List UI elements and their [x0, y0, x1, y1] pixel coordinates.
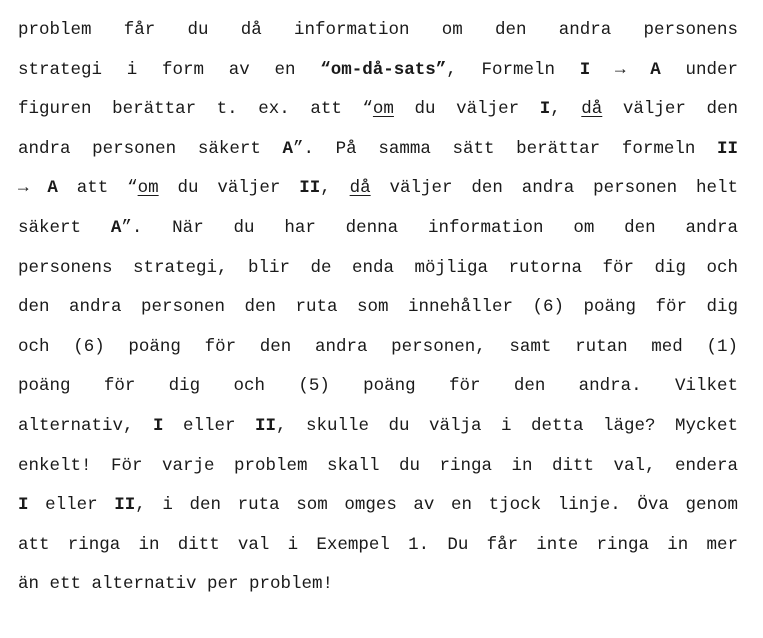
underlined-text: om: [372, 99, 394, 120]
text-line: [18, 573, 738, 595]
bold-text: A: [282, 138, 294, 159]
text-segment: att “: [57, 178, 138, 199]
text-line: [18, 455, 738, 477]
text-segment: alternativ,: [18, 416, 154, 436]
text-segment: enkelt! För varje problem skall du ringa in ditt val, endera: [18, 455, 738, 476]
bold-text: II: [255, 416, 277, 436]
text-segment: väljer den: [602, 99, 738, 120]
underlined-text: om: [137, 178, 159, 199]
bold-text: I: [539, 99, 551, 120]
bold-text: “om-då-sats”: [320, 59, 447, 80]
text-line: [18, 296, 738, 318]
text-segment: poäng för dig och (5) poäng för den andra. Vilket: [18, 376, 738, 397]
text-line: [18, 177, 738, 199]
underlined-text: då: [581, 99, 603, 120]
text-line: [18, 375, 738, 397]
text-segment: väljer den andra personen helt: [370, 178, 738, 199]
text-segment: ”. På samma sätt berättar formeln: [293, 138, 717, 159]
text-segment: personens strategi, blir de enda möjliga rutorna för dig och: [18, 257, 738, 278]
text-segment: än ett alternativ per problem!: [18, 574, 334, 595]
bold-text: I: [18, 495, 29, 516]
text-line: [18, 534, 738, 556]
underlined-text: då: [349, 178, 371, 199]
text-segment: ,: [320, 178, 350, 199]
bold-text: A: [47, 178, 58, 199]
text-line: [18, 415, 738, 437]
text-line: [18, 336, 738, 358]
text-segment: du väljer: [158, 178, 300, 199]
text-segment: , Formeln: [446, 59, 580, 80]
text-line: [18, 217, 738, 239]
text-segment: ,: [550, 99, 582, 120]
text-segment: strategi i form av en: [18, 59, 321, 80]
text-segment: och (6) poäng för den andra personen, samt rutan med (1): [18, 336, 738, 357]
text-segment: den andra personen den ruta som innehåller (6) poäng för dig: [18, 297, 738, 318]
bold-text: I: [153, 416, 164, 436]
text-segment: eller: [28, 495, 115, 516]
bold-text: II: [299, 178, 321, 199]
text-segment: du väljer: [393, 99, 540, 120]
text-segment: under: [660, 59, 738, 80]
text-line: [18, 98, 738, 120]
text-segment: figuren berättar t. ex. att “: [18, 99, 373, 120]
text-segment: , i den ruta som omges av en tjock linje. Öva genom: [135, 495, 739, 516]
text-line: [18, 19, 738, 41]
text-line: [18, 494, 738, 516]
text-segment: att ringa in ditt val i Exempel 1. Du får inte ringa in mer: [18, 534, 738, 555]
text-segment: , skulle du välja i detta läge? Mycket: [276, 416, 738, 436]
text-segment: →: [18, 178, 48, 199]
text-line: [18, 59, 738, 81]
text-segment: andra personen säkert: [18, 138, 283, 159]
text-segment: eller: [163, 416, 256, 436]
text-segment: problem får du då information om den andra personens: [18, 20, 738, 40]
text-segment: säkert: [18, 218, 111, 238]
text-line: [18, 257, 738, 279]
text-line: [18, 138, 738, 160]
bold-text: II: [716, 138, 738, 159]
bold-text: II: [114, 495, 136, 516]
bold-text: I → A: [579, 59, 661, 80]
bold-text: A: [110, 218, 122, 238]
text-segment: ”. När du har denna information om den andra: [121, 218, 739, 238]
